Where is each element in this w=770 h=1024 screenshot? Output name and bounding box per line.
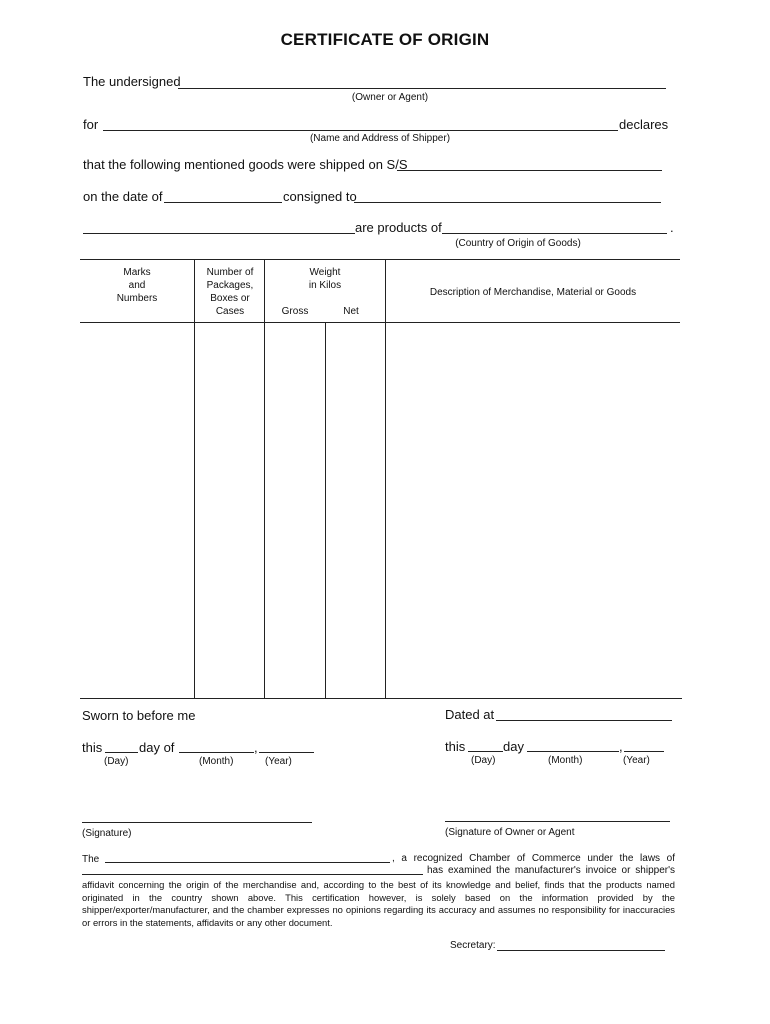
chamber-examined-text: has examined the manufacturer's invoice or shipper's bbox=[427, 865, 675, 876]
on-date-label: on the date of bbox=[83, 189, 163, 204]
period-mark: . bbox=[670, 220, 674, 235]
notary-signature-field[interactable] bbox=[82, 822, 312, 823]
dated-month-field[interactable] bbox=[527, 751, 619, 752]
col-header-marks: Marks and Numbers bbox=[116, 267, 158, 304]
dated-month-caption: (Month) bbox=[548, 755, 583, 766]
col-header-description: Description of Merchandise, Material or Goods bbox=[429, 287, 637, 298]
for-label: for bbox=[83, 117, 99, 132]
declares-label: declares bbox=[619, 117, 669, 132]
dated-day-field[interactable] bbox=[468, 751, 503, 752]
sworn-this-label: this bbox=[82, 740, 103, 755]
dated-place-field[interactable] bbox=[496, 720, 672, 721]
sworn-month-field[interactable] bbox=[179, 752, 254, 753]
table-col-divider bbox=[325, 323, 326, 699]
table-bottom-border bbox=[80, 698, 682, 699]
page-title: CERTIFICATE OF ORIGIN bbox=[280, 30, 490, 49]
table-col-divider bbox=[194, 260, 195, 699]
chamber-name-field[interactable] bbox=[105, 862, 390, 863]
sworn-day-caption: (Day) bbox=[104, 756, 129, 767]
secretary-label: Secretary: bbox=[450, 940, 496, 951]
sworn-day-of-label: day of bbox=[139, 740, 175, 755]
secretary-signature-field[interactable] bbox=[497, 950, 665, 951]
sworn-year-field[interactable] bbox=[259, 752, 314, 753]
shipper-field[interactable] bbox=[103, 130, 618, 131]
vessel-field[interactable] bbox=[397, 170, 662, 171]
dated-day-label: day bbox=[503, 739, 524, 754]
sworn-label: Sworn to before me bbox=[82, 708, 196, 723]
shipper-caption: (Name and Address of Shipper) bbox=[309, 133, 451, 144]
signature-caption: (Signature) bbox=[82, 828, 132, 839]
dated-at-label: Dated at bbox=[445, 707, 495, 722]
table-top-border bbox=[80, 259, 680, 260]
dated-day-caption: (Day) bbox=[471, 755, 496, 766]
shipping-date-field[interactable] bbox=[164, 202, 282, 203]
sworn-year-caption: (Year) bbox=[265, 756, 292, 767]
country-caption: (Country of Origin of Goods) bbox=[455, 238, 581, 249]
goods-shipped-label: that the following mentioned goods were shipped on S/S bbox=[83, 157, 408, 172]
col-header-weight: Weight in Kilos bbox=[308, 267, 342, 291]
owner-signature-field[interactable] bbox=[445, 821, 670, 822]
table-col-divider bbox=[264, 260, 265, 699]
dated-this-label: this bbox=[445, 739, 466, 754]
owner-caption: (Owner or Agent) bbox=[351, 92, 429, 103]
table-header-border bbox=[80, 322, 680, 323]
owner-signature-caption: (Signature of Owner or Agent bbox=[445, 827, 575, 838]
chamber-paragraph: affidavit concerning the origin of the merchandise and, according to the best of its knowledge and belief, finds that the products named originated in the country shown above. This certification however, is solely based on the information provided by the shipper/exporter/manufacturer, and the chamber expresses no opinions regarding its accuracy and assumes no responsibility for inaccuracies or errors in the statements, affidavits or any other document. bbox=[82, 879, 675, 928]
consignee-field[interactable] bbox=[354, 202, 661, 203]
chamber-laws-field[interactable] bbox=[82, 874, 423, 875]
consigned-label: consigned to bbox=[283, 189, 357, 204]
sworn-comma: , bbox=[254, 740, 258, 755]
goods-field[interactable] bbox=[83, 233, 355, 234]
chamber-the-label: The bbox=[82, 854, 100, 865]
col-header-gross: Gross bbox=[281, 306, 309, 317]
col-header-net: Net bbox=[343, 306, 359, 317]
chamber-recognized-text: , a recognized Chamber of Commerce under the laws of bbox=[392, 853, 675, 864]
table-col-divider bbox=[385, 260, 386, 699]
dated-year-field[interactable] bbox=[624, 751, 664, 752]
dated-year-caption: (Year) bbox=[623, 755, 650, 766]
sworn-month-caption: (Month) bbox=[199, 756, 234, 767]
products-of-label: are products of bbox=[355, 220, 442, 235]
sworn-day-field[interactable] bbox=[105, 752, 138, 753]
owner-name-field[interactable] bbox=[178, 88, 666, 89]
country-field[interactable] bbox=[442, 233, 667, 234]
dated-comma: , bbox=[619, 739, 623, 754]
undersigned-label: The undersigned bbox=[83, 74, 181, 89]
col-header-packages: Number of Packages, Boxes or Cases bbox=[206, 267, 254, 317]
